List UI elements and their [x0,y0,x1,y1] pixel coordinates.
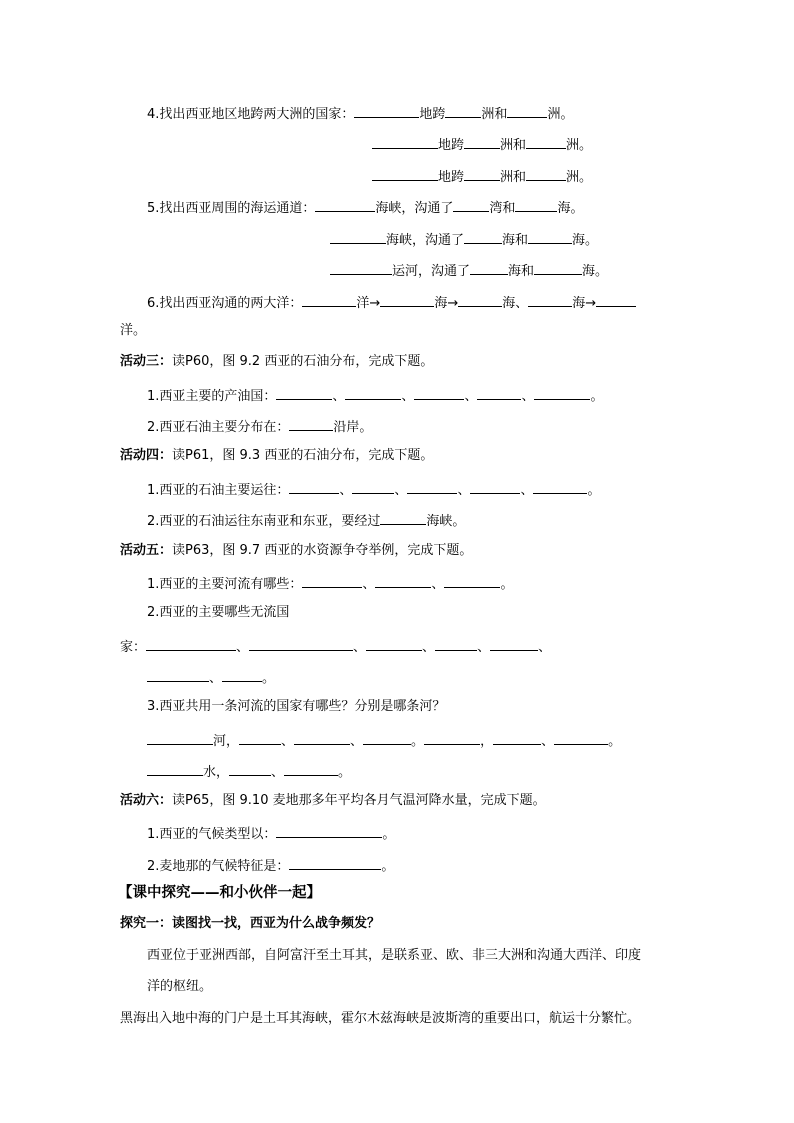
answer-blank[interactable] [289,855,381,870]
answer-blank[interactable] [477,385,521,400]
punctuation: 、 [271,765,285,780]
answer-blank[interactable] [533,479,587,494]
explore-paragraph-1-line-1: 西亚位于亚洲西部，自阿富汗至土耳其，是联系亚、欧、非三大洲和沟通大西洋、印度 [147,948,642,963]
answer-blank[interactable] [352,479,394,494]
act5-q1-prompt: 1.西亚的主要河流有哪些： [147,577,303,592]
punctuation: 、 [353,640,367,655]
punctuation: 、 [464,389,478,404]
answer-blank[interactable] [445,103,481,118]
act5-q2-cont: 家： [120,640,147,655]
q5-canal-label: 运河，沟通了 [392,264,471,279]
answer-blank[interactable] [528,229,572,244]
act3-q1-prompt: 1.西亚主要的产油国： [147,389,277,404]
answer-blank[interactable] [435,636,477,651]
answer-blank[interactable] [375,573,431,588]
answer-blank[interactable] [528,292,572,307]
act6-q1-prompt: 1.西亚的气候类型以： [147,827,277,842]
act6-q1 [147,823,395,844]
answer-blank[interactable] [302,573,362,588]
punctuation: 、 [520,483,534,498]
q4-and-label: 洲和 [500,170,527,185]
activity-5-label: 活动五： [120,543,173,558]
q6-end-label: 洋。 [120,323,147,338]
punctuation: 。 [590,389,604,404]
answer-blank[interactable] [330,229,386,244]
act6-q2-prompt: 2.麦地那的气候特征是： [147,859,290,874]
water-label: 水， [203,765,230,780]
activity-6-text: 读P65，图 9.10 麦地那多年平均各月气温河降水量，完成下题。 [172,793,546,808]
answer-blank[interactable] [363,730,411,745]
explore-paragraph-2: 黑海出入地中海的门户是土耳其海峡，霍尔木兹海峡是波斯湾的重要出口，航运十分繁忙。 [120,1011,641,1026]
answer-blank[interactable] [507,103,547,118]
answer-blank[interactable] [372,166,438,181]
section-title: 【课中探究——和小伙伴一起】 [118,885,321,901]
activity-4-heading [120,447,433,465]
answer-blank[interactable] [464,166,500,181]
punctuation: 、 [362,577,376,592]
act3-q1 [147,385,603,406]
answer-blank[interactable] [470,479,520,494]
answer-blank[interactable] [464,229,502,244]
punctuation: 、 [422,640,436,655]
punctuation: 、 [236,640,250,655]
explore-question-1: 探究一：读图找一找，西亚为什么战争频发？ [120,916,381,931]
activity-3-heading [120,353,433,371]
act5-q2-answers-2 [147,667,275,688]
activity-4-label: 活动四： [120,448,173,463]
punctuation: 。 [262,671,276,686]
act5-q3-prompt: 3.西亚共用一条河流的国家有哪些？分别是哪条河？ [147,699,446,714]
answer-blank[interactable] [222,667,262,682]
punctuation: 、 [541,734,555,749]
answer-blank[interactable] [330,260,392,275]
answer-blank[interactable] [345,385,401,400]
q4-line-1 [147,103,573,124]
answer-blank[interactable] [534,260,582,275]
answer-blank[interactable] [444,573,500,588]
punctuation: 、 [350,734,364,749]
punctuation: 、 [477,640,491,655]
answer-blank[interactable] [596,292,636,307]
answer-blank[interactable] [289,416,333,431]
punctuation: 。 [500,577,514,592]
answer-blank[interactable] [554,730,608,745]
answer-blank[interactable] [147,761,203,776]
river-label: 河， [213,734,240,749]
act4-q1 [147,479,600,500]
q5-strait-label: 海峡，沟通了 [386,233,465,248]
answer-blank[interactable] [366,636,422,651]
q5-end-label: 海。 [572,233,599,248]
answer-blank[interactable] [249,636,353,651]
answer-blank[interactable] [354,103,419,118]
answer-blank[interactable] [526,134,566,149]
answer-blank[interactable] [493,730,541,745]
q4-line-2 [372,134,592,155]
act4-q1-prompt: 1.西亚的石油主要运往： [147,483,290,498]
q5-end-label: 海。 [582,264,609,279]
q5-strait-label: 海峡，沟通了 [375,201,454,216]
act4-q2 [147,510,465,531]
q4-span-label: 地跨 [438,138,465,153]
answer-blank[interactable] [515,197,557,212]
activity-5-heading [120,542,472,560]
answer-blank[interactable] [453,197,489,212]
punctuation: 、 [394,483,408,498]
punctuation: 。 [381,859,395,874]
answer-blank[interactable] [146,636,236,651]
act4-q2-prompt: 2.西亚的石油运往东南亚和东亚，要经过 [147,514,381,529]
act5-q3-answers [147,730,621,751]
answer-blank[interactable] [380,292,434,307]
punctuation: 、 [401,389,415,404]
q5-gulf-label: 湾和 [489,201,516,216]
act5-q2-prompt: 2.西亚的主要哪些无流国 [147,605,290,620]
answer-blank[interactable] [302,292,356,307]
q5-prompt: 5.找出西亚周围的海运通道： [147,201,316,216]
act5-q1 [147,573,513,594]
answer-blank[interactable] [284,761,338,776]
answer-blank[interactable] [458,292,502,307]
punctuation: 、 [332,389,346,404]
explore-paragraph-1-line-2: 洋的枢纽。 [147,979,213,994]
q4-and-label: 洲和 [500,138,527,153]
answer-blank[interactable] [526,166,566,181]
act3-q2-prompt: 2.西亚石油主要分布在： [147,420,290,435]
q5-end-label: 海。 [557,201,584,216]
answer-blank[interactable] [315,197,375,212]
act3-q2 [147,416,372,437]
q4-span-label: 地跨 [438,170,465,185]
activity-4-text: 读P61，图 9.3 西亚的石油分布，完成下题。 [172,448,434,463]
q4-end-label: 洲。 [547,107,574,122]
answer-blank[interactable] [239,730,281,745]
act5-q2 [147,604,289,622]
q4-and-label: 洲和 [481,107,508,122]
q5-sea-label: 海和 [508,264,535,279]
answer-blank[interactable] [294,730,350,745]
answer-blank[interactable] [276,385,332,400]
act5-q3-answers-2 [147,761,351,782]
activity-5-text: 读P63，图 9.7 西亚的水资源争夺举例，完成下题。 [172,543,473,558]
act4-q2-end: 海峡。 [426,514,466,529]
q6-sea-label: 海→ [434,296,459,311]
activity-3-text: 读P60，图 9.2 西亚的石油分布，完成下题。 [172,354,434,369]
punctuation: ， [480,734,494,749]
punctuation: 。 [338,765,352,780]
punctuation: 、 [538,640,552,655]
answer-blank[interactable] [372,134,438,149]
punctuation: 、 [339,483,353,498]
punctuation: 、 [457,483,471,498]
answer-blank[interactable] [229,761,271,776]
answer-blank[interactable] [276,823,382,838]
activity-6-heading [120,792,546,810]
punctuation: 。 [411,734,425,749]
punctuation: 、 [431,577,445,592]
q6-ocean-label: 洋→ [356,296,381,311]
q5-line-2 [330,229,598,250]
answer-blank[interactable] [414,385,464,400]
punctuation: 。 [382,827,396,842]
answer-blank[interactable] [424,730,480,745]
answer-blank[interactable] [534,385,590,400]
act6-q2 [147,855,394,876]
answer-blank[interactable] [490,636,538,651]
q5-sea-label: 海和 [502,233,529,248]
q6-sea-label: 海→ [572,296,597,311]
punctuation: 、 [209,671,223,686]
act5-q2-answers [120,636,551,657]
punctuation: 、 [521,389,535,404]
answer-blank[interactable] [407,479,457,494]
act3-q2-end: 沿岸。 [333,420,373,435]
answer-blank[interactable] [470,260,508,275]
activity-6-label: 活动六： [120,793,173,808]
punctuation: 。 [608,734,622,749]
q6-sea-sep: 海、 [502,296,529,311]
q4-end-label: 洲。 [566,138,593,153]
answer-blank[interactable] [380,510,426,525]
answer-blank[interactable] [147,730,213,745]
punctuation: 。 [587,483,601,498]
q5-line-1 [147,197,583,218]
q6-line-1 [147,292,636,313]
answer-blank[interactable] [464,134,500,149]
activity-3-label: 活动三： [120,354,173,369]
q6-line-2 [120,322,146,340]
q4-prompt: 4.找出西亚地区地跨两大洲的国家： [147,107,355,122]
q4-span-label: 地跨 [419,107,446,122]
answer-blank[interactable] [289,479,339,494]
answer-blank[interactable] [147,667,209,682]
q4-line-3 [372,166,592,187]
act5-q3 [147,698,445,716]
q5-line-3 [330,260,608,281]
punctuation: 、 [281,734,295,749]
q4-end-label: 洲。 [566,170,593,185]
q6-prompt: 6.找出西亚沟通的两大洋： [147,296,303,311]
